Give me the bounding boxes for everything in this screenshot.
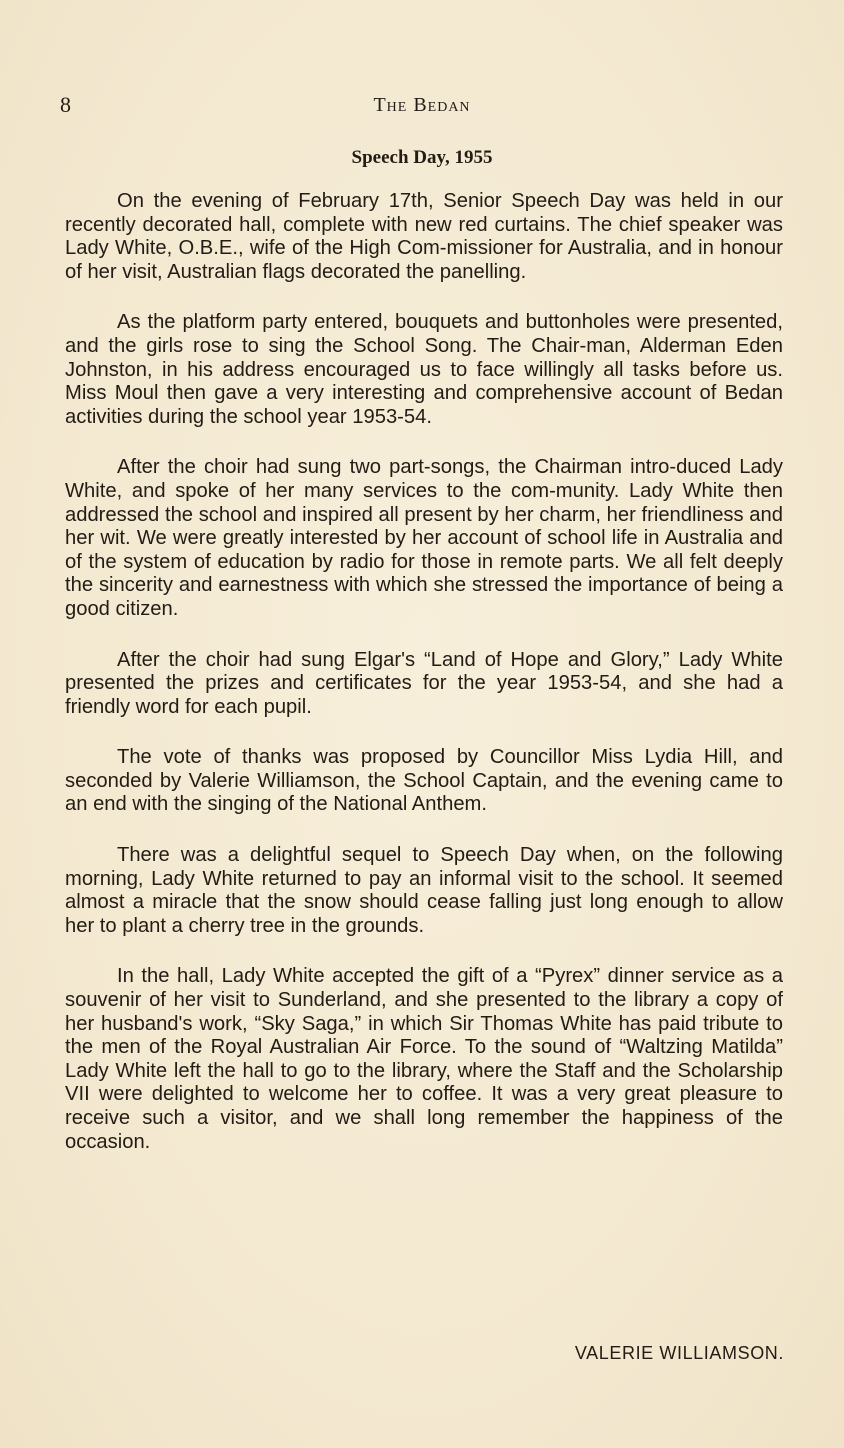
paragraph: The vote of thanks was proposed by Councillor Miss Lydia Hill, and seconded by Valerie Williamson, the School Captain, and the evening came to an end with the singing of the National Anthem. (65, 746, 783, 816)
page-number: 8 (60, 92, 71, 117)
author-signature: VALERIE WILLIAMSON. (574, 1343, 784, 1363)
paragraph: There was a delightful sequel to Speech Day when, on the following morning, Lady White returned to pay an informal visit to the school. It seemed almost a miracle that the snow should cease falling just long enough to allow her to plant a cherry tree in the grounds. (65, 844, 783, 937)
paragraph: After the choir had sung two part-songs, the Chairman intro-duced Lady White, and spoke of her many services to the com-munity. Lady White then addressed the school and inspired all present by her charm, her friendliness and her wit. We were greatly interested by her account of school life in Australia and of the system of education by radio for those in remote parts. We all felt deeply the sincerity and earnestness with which she stressed the importance of being a good citizen. (65, 456, 783, 620)
paragraph: After the choir had sung Elgar's “Land of Hope and Glory,” Lady White presented the prizes and certificates for the year 1953-54, and she had a friendly word for each pupil. (65, 648, 783, 718)
paragraph: On the evening of February 17th, Senior Speech Day was held in our recently decorated hall, complete with new red curtains. The chief speaker was Lady White, O.B.E., wife of the High Com-missioner for Australia, and in honour of her visit, Australian flags decorated the panelling. (65, 190, 783, 283)
paragraph: As the platform party entered, bouquets and buttonholes were presented, and the girls rose to sing the School Song. The Chair-man, Alderman Eden Johnston, in his address encouraged us to face willingly all tasks before us. Miss Moul then gave a very interesting and comprehensive account of Bedan activities during the school year 1953-54. (65, 311, 783, 428)
article-body (65, 190, 783, 1181)
running-title: The Bedan (373, 94, 471, 116)
article-title: Speech Day, 1955 (351, 147, 493, 168)
paragraph: In the hall, Lady White accepted the gift of a “Pyrex” dinner service as a souvenir of her visit to Sunderland, and she presented to the library a copy of her husband's work, “Sky Saga,” in which Sir Thomas White has paid tribute to the men of the Royal Australian Air Force. To the sound of “Waltzing Matilda” Lady White left the hall to go to the library, where the Staff and the Scholarship VII were delighted to welcome her to coffee. It was a very great pleasure to receive such a visitor, and we shall long remember the happiness of the occasion. (65, 965, 783, 1153)
